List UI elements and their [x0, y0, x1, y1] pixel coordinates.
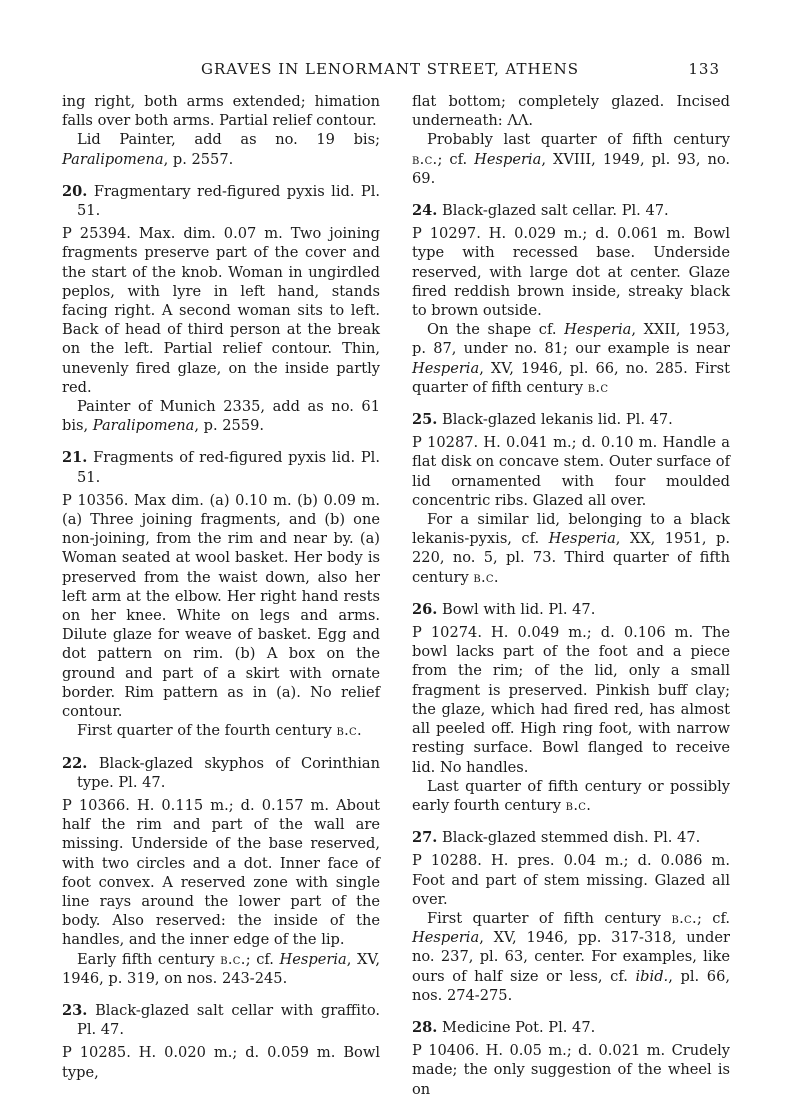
page-number: 133 [688, 60, 720, 78]
right-column [412, 92, 730, 1099]
catalog-entry-27-heading: 27. Black-glazed stemmed dish. Pl. 47. [412, 829, 701, 847]
catalog-entry-24-commentary: On the shape cf. Hesperia, XXII, 1953, p. 87, under no. 81; our example is near Hesperia, XV, 1946, pl. 66, no. 285. First quarter of fifth century b.c [412, 321, 730, 396]
catalog-entry-28-heading: 28. Medicine Pot. Pl. 47. [412, 1018, 596, 1036]
catalog-entry-23-heading: 23. Black-glazed salt cellar with graffito. Pl. 47. [62, 1001, 380, 1039]
catalog-entry-28-description: P 10406. H. 0.05 m.; d. 0.021 m. Crudely made; the only suggestion of the wheel is on [412, 1042, 730, 1098]
catalog-entry-24-description: P 10297. H. 0.029 m.; d. 0.061 m. Bowl type with recessed base. Underside reserved, with large dot at center. Glaze fired reddish brown inside, streaky black to brown outside. [412, 225, 730, 320]
catalog-entry-20-heading: 20. Fragmentary red-figured pyxis lid. Pl. 51. [62, 182, 381, 220]
catalog-entry-26-heading: 26. Bowl with lid. Pl. 47. [412, 600, 596, 618]
catalog-entry-25-commentary: For a similar lid, belonging to a black lekanis-pyxis, cf. Hesperia, XX, 1951, p. 220, no. 5, pl. 73. Third quarter of fifth century b.c. [412, 511, 731, 586]
running-head [60, 60, 720, 84]
continued-description: flat bottom; completely glazed. Incised underneath: ΛΛ. [412, 93, 730, 130]
catalog-entry-22-date: Early fifth century b.c.; cf. Hesperia, XV, 1946, p. 319, on nos. 243-245. [62, 950, 381, 987]
catalog-entry-22-heading: 22. Black-glazed skyphos of Corinthian type. Pl. 47. [62, 754, 381, 791]
graffito: ΛΛ. [507, 112, 534, 130]
catalog-entry-24-heading: 24. Black-glazed salt cellar. Pl. 47. [412, 202, 669, 220]
catalog-entry-25-description: P 10287. H. 0.041 m.; d. 0.10 m. Handle a flat disk on concave stem. Outer surface of lid ornamented with four moulded concentric ribs. Glazed all over. [412, 434, 730, 509]
continued-description: ing right, both arms extended; himation falls over both arms. Partial relief contour. [62, 93, 380, 130]
catalog-entry-20-description: P 25394. Max. dim. 0.07 m. Two joining fragments preserve part of the cover and the start of the knob. Woman in ungirdled peplos, with lyre in left hand, stands facing right. A second woman sits to left. Back of head of third person at the break on the left. Partial relief contour. Thin, unevenly fired glaze, on the inside partly red. [62, 225, 380, 396]
catalog-entry-20-attribution: Painter of Munich 2335, add as no. 61 bis, Paralipomena, p. 2559. [62, 398, 380, 435]
catalog-entry-23-date: Probably last quarter of fifth century b.c.; cf. Hesperia, XVIII, 1949, pl. 93, no. 69. [412, 131, 731, 187]
catalog-entry-22-description: P 10366. H. 0.115 m.; d. 0.157 m. About half the rim and part of the wall are missing. Underside of the base reserved, with two circles and a dot. Inner face of foot convex. A reserved zone with single line rays around the lower part of the body. Also reserved: the inside of the handles, and the inner edge of the lip. [62, 796, 380, 949]
catalog-entry-27-description: P 10288. H. pres. 0.04 m.; d. 0.086 m. Foot and part of stem missing. Glazed all over. [412, 852, 730, 908]
catalog-entry-26-description: P 10274. H. 0.049 m.; d. 0.106 m. The bowl lacks part of the foot and a piece from the rim; of the lid, only a small fragment is preserved. Pinkish buff clay; the glaze, which had fired red, has almost all peeled off. High ring foot, with narrow resting surface. Bowl flanged to receive lid. No handles. [412, 624, 730, 776]
left-column [62, 92, 380, 1082]
catalog-entry-21-description: P 10356. Max dim. (a) 0.10 m. (b) 0.09 m. (a) Three joining fragments, and (b) one non-joining, from the rim and near by. (a) Woman seated at wool basket. Her body is preserved from the waist down, also her left arm at the elbow. Her right hand rests on her knee. White on legs and arms. Dilute glaze for weave of basket. Egg and dot pattern on rim. (b) A box on the ground and part of a skirt with ornate border. Rim pattern as in (a). No relief contour. [62, 491, 380, 721]
catalog-entry-27-commentary: First quarter of fifth century b.c.; cf. Hesperia, XV, 1946, pp. 317-318, under no. 237, pl. 63, center. For examples, like ours of half size or less, cf. ibid., pl. 66, nos. 274-275. [412, 909, 731, 1004]
catalog-entry-21-date: First quarter of the fourth century b.c. [77, 722, 362, 740]
catalog-entry-25-heading: 25. Black-glazed lekanis lid. Pl. 47. [412, 411, 673, 429]
running-title: GRAVES IN LENORMANT STREET, ATHENS [201, 60, 579, 78]
attribution: Lid Painter, add as no. 19 bis; Paralipomena, p. 2557. [62, 131, 380, 168]
catalog-entry-21-heading: 21. Fragments of red-figured pyxis lid. Pl. 51. [62, 449, 380, 486]
catalog-entry-23-description: P 10285. H. 0.020 m.; d. 0.059 m. Bowl type, [62, 1044, 380, 1081]
catalog-entry-26-date: Last quarter of fifth century or possibly early fourth century b.c. [412, 777, 730, 814]
